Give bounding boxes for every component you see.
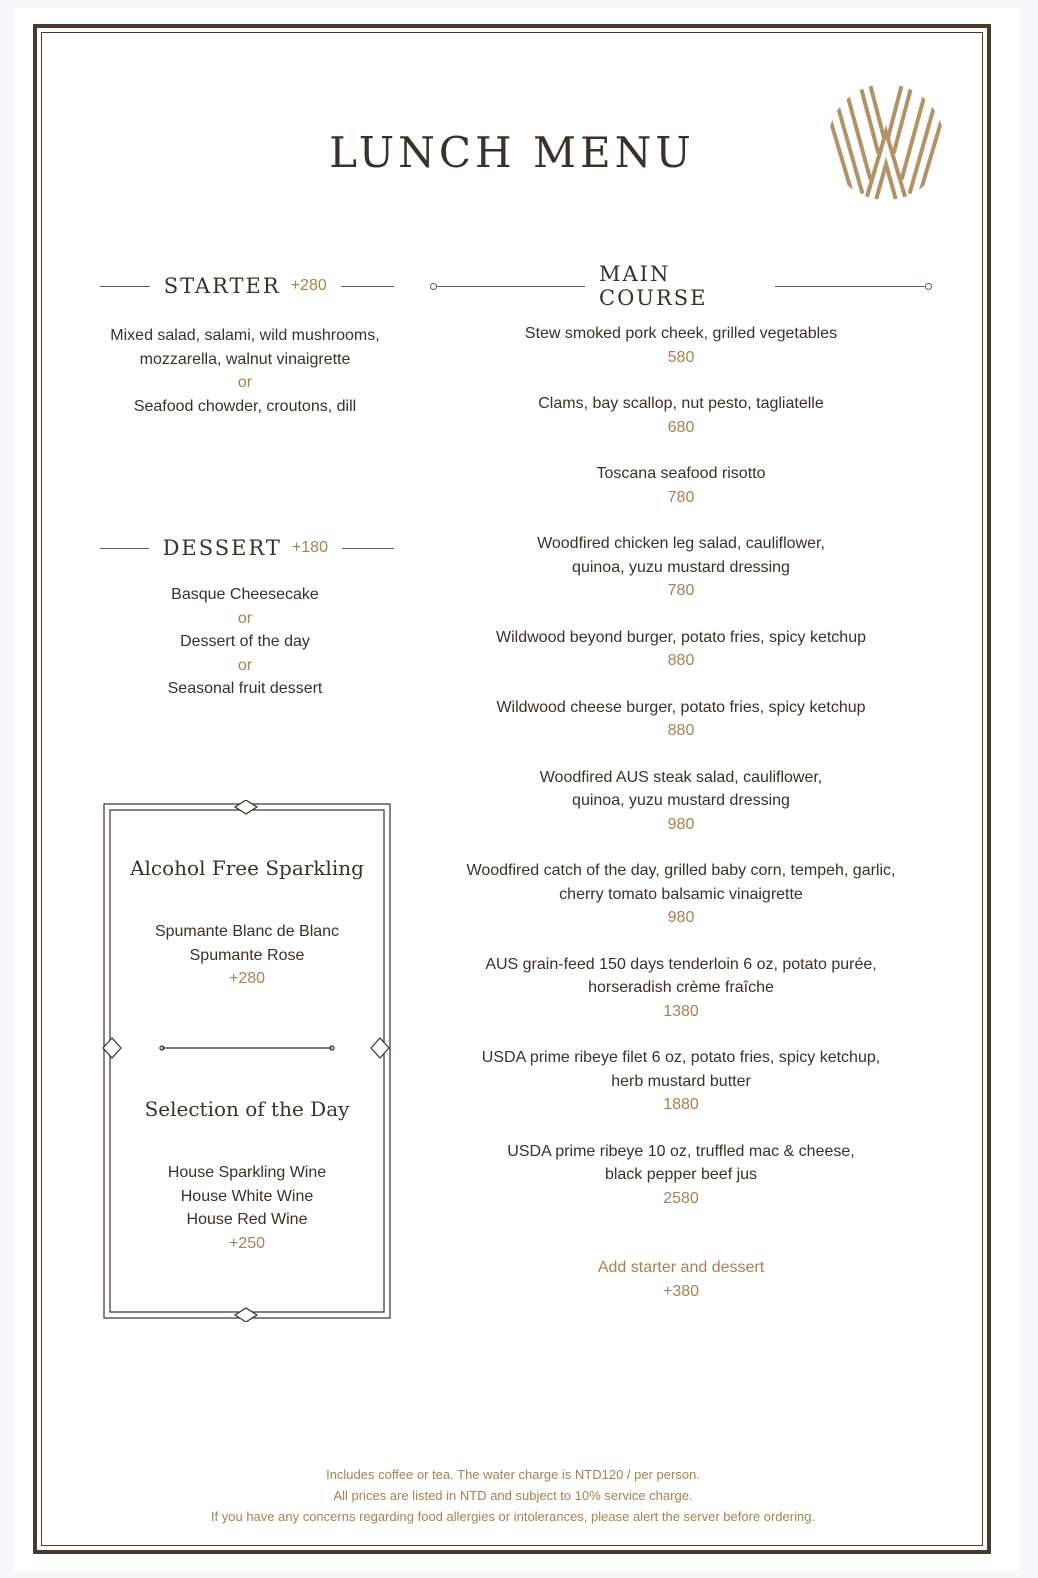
menu-item-text: Woodfired AUS steak salad, cauliflower,	[539, 768, 823, 786]
alcohol-free-title: Alcohol Free Sparkling	[130, 856, 364, 880]
dessert-line: Dessert of the day	[180, 633, 310, 650]
menu-item-price: 1380	[663, 1002, 699, 1020]
divider-line	[100, 548, 149, 549]
menu-item	[440, 859, 922, 930]
main-course-heading	[430, 262, 932, 310]
starter-label: STARTER	[163, 274, 281, 298]
beverage-item: House Sparkling Wine	[167, 1164, 327, 1181]
or-separator: or	[237, 656, 253, 674]
page-title: LUNCH MENU	[329, 128, 695, 177]
starter-line: Mixed salad, salami, wild mushrooms,	[110, 327, 380, 344]
or-separator: or	[237, 609, 253, 627]
menu-item-text: AUS grain-feed 150 days tenderloin 6 oz, potato purée,	[485, 955, 877, 973]
divider-line	[100, 286, 150, 287]
menu-item-text: herb mustard butter	[611, 1072, 751, 1090]
addon-price: +380	[662, 1282, 700, 1300]
menu-item	[440, 462, 922, 509]
menu-item-price: 1880	[663, 1096, 699, 1113]
menu-item-text: quinoa, yuzu mustard dressing	[572, 792, 790, 809]
menu-item	[440, 766, 922, 837]
footer-line: Includes coffee or tea. The water charge is NTD120 / per person.	[326, 1467, 700, 1482]
beverage-item: Spumante Blanc de Blanc	[154, 923, 340, 940]
menu-item-price: 680	[667, 418, 695, 436]
alcohol-free-list	[102, 920, 392, 991]
stylized-w-logo-icon	[826, 82, 946, 202]
main-course-label: MAIN COURSE	[599, 262, 708, 310]
menu-item-text: quinoa, yuzu mustard dressing	[572, 558, 790, 576]
menu-item	[440, 532, 922, 603]
starter-options	[90, 324, 400, 418]
dessert-options	[90, 583, 400, 701]
divider-line	[775, 283, 932, 290]
menu-item-price: 880	[667, 652, 695, 669]
dessert-line: Basque Cheesecake	[171, 586, 319, 603]
menu-item-text: horseradish crème fraîche	[588, 979, 774, 996]
addon-item	[440, 1256, 922, 1303]
addon-label: Add starter and dessert	[597, 1259, 765, 1276]
menu-item	[440, 1140, 922, 1211]
dessert-line: Seasonal fruit dessert	[167, 680, 323, 697]
menu-item-text: Wildwood cheese burger, potato fries, spicy ketchup	[496, 698, 866, 716]
menu-item-price: 880	[667, 722, 695, 739]
selection-list	[102, 1161, 392, 1255]
footer-notes	[40, 1464, 986, 1527]
beverage-item: House White Wine	[180, 1187, 314, 1205]
selection-title: Selection of the Day	[144, 1097, 350, 1121]
starter-line: Seafood chowder, croutons, dill	[133, 397, 357, 415]
beverage-item: House Red Wine	[186, 1211, 308, 1228]
main-course-list	[440, 322, 922, 1303]
footer-line: All prices are listed in NTD and subject to 10% service charge.	[333, 1488, 693, 1503]
menu-item-text: Clams, bay scallop, nut pesto, tagliatelle	[538, 395, 824, 412]
starter-line: mozzarella, walnut vinaigrette	[139, 350, 351, 368]
menu-item-text: USDA prime ribeye 10 oz, truffled mac & cheese,	[507, 1142, 855, 1160]
menu-item-text: Woodfired chicken leg salad, cauliflower,	[537, 535, 825, 552]
divider-line	[341, 286, 394, 287]
menu-item-text: cherry tomato balsamic vinaigrette	[559, 885, 803, 903]
menu-item	[440, 696, 922, 743]
menu-item-price: 980	[667, 815, 695, 833]
menu-item-price: 980	[667, 909, 695, 926]
menu-item-price: 580	[667, 348, 695, 366]
dessert-price: +180	[291, 539, 328, 556]
or-separator: or	[237, 374, 253, 391]
menu-item	[440, 626, 922, 673]
menu-item-text: black pepper beef jus	[604, 1166, 758, 1183]
menu-item	[440, 322, 922, 369]
menu-item-price: 780	[667, 488, 695, 506]
menu-item-text: Woodfired catch of the day, grilled baby corn, tempeh, garlic,	[466, 862, 896, 879]
menu-item-text: Toscana seafood risotto	[596, 465, 766, 482]
starter-price: +280	[290, 277, 327, 294]
divider-line	[342, 548, 394, 549]
beverage-price: +250	[228, 1234, 266, 1252]
footer-line: If you have any concerns regarding food allergies or intolerances, please alert the server before ordering.	[210, 1509, 816, 1524]
dessert-label: DESSERT	[162, 536, 282, 560]
menu-item	[440, 953, 922, 1024]
menu-item-text: Wildwood beyond burger, potato fries, spicy ketchup	[496, 628, 866, 646]
dessert-heading	[100, 534, 394, 562]
menu-item-price: 780	[667, 582, 695, 599]
menu-item-text: Stew smoked pork cheek, grilled vegetables	[524, 325, 838, 342]
menu-item	[440, 1046, 922, 1117]
menu-item-price: 2580	[663, 1189, 699, 1207]
menu-item	[440, 392, 922, 439]
beverage-price: +280	[228, 970, 266, 987]
divider-line	[430, 283, 585, 290]
menu-item-text: USDA prime ribeye filet 6 oz, potato fries, spicy ketchup,	[481, 1049, 881, 1066]
starter-heading	[100, 272, 394, 300]
beverage-item: Spumante Rose	[189, 946, 305, 964]
